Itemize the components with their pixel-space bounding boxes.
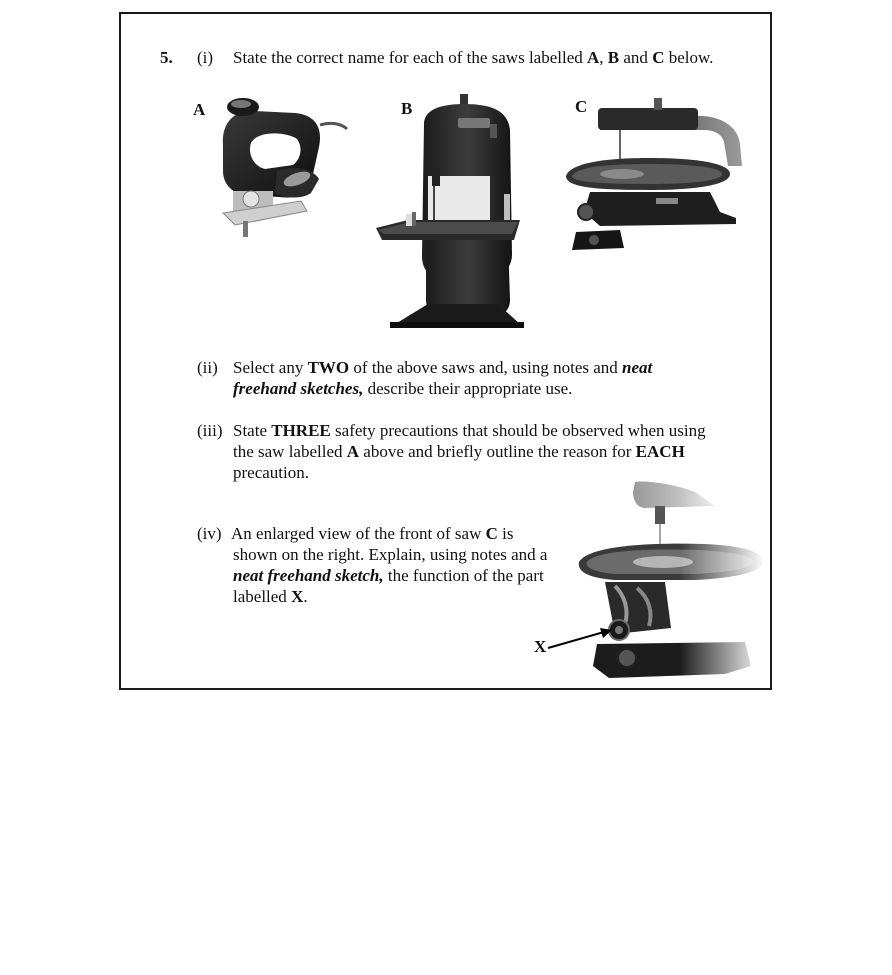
part-ii-line2: freehand sketches, describe their appropriate use. (233, 379, 573, 398)
part-ii-label: (ii) (197, 358, 218, 377)
part-i-label: (i) (197, 48, 214, 67)
part-iii-label: (iii) (197, 421, 223, 440)
callout-arrow (546, 626, 616, 656)
part-iii-line1: State THREE safety precautions that should be observed when using (233, 421, 706, 440)
bandsaw-image (372, 94, 524, 336)
callout-label-x: X (534, 637, 547, 656)
saw-label-b: B (401, 99, 413, 118)
part-iii-line3: precaution. (233, 463, 309, 482)
saw-label-a: A (193, 100, 206, 119)
jigsaw-image (215, 95, 345, 240)
saw-label-c: C (575, 97, 588, 116)
part-iv-line2: shown on the right. Explain, using notes and a (233, 545, 548, 564)
part-i-text: State the correct name for each of the saws labelled A, B and C below. (233, 48, 714, 67)
part-iv-line3: neat freehand sketch, the function of the part (233, 566, 544, 585)
part-iv-line4: labelled X. (233, 587, 308, 606)
part-ii-line1: Select any TWO of the above saws and, using notes and neat (233, 358, 653, 377)
question-number: 5. (160, 48, 173, 67)
scroll-saw-image (560, 94, 745, 254)
part-iii-line2: the saw labelled A above and briefly outline the reason for EACH (233, 442, 685, 461)
part-iv-label: (iv) (197, 524, 222, 543)
scroll-saw-enlarged-image (575, 478, 765, 688)
part-iv-line1: An enlarged view of the front of saw C is (231, 524, 514, 543)
